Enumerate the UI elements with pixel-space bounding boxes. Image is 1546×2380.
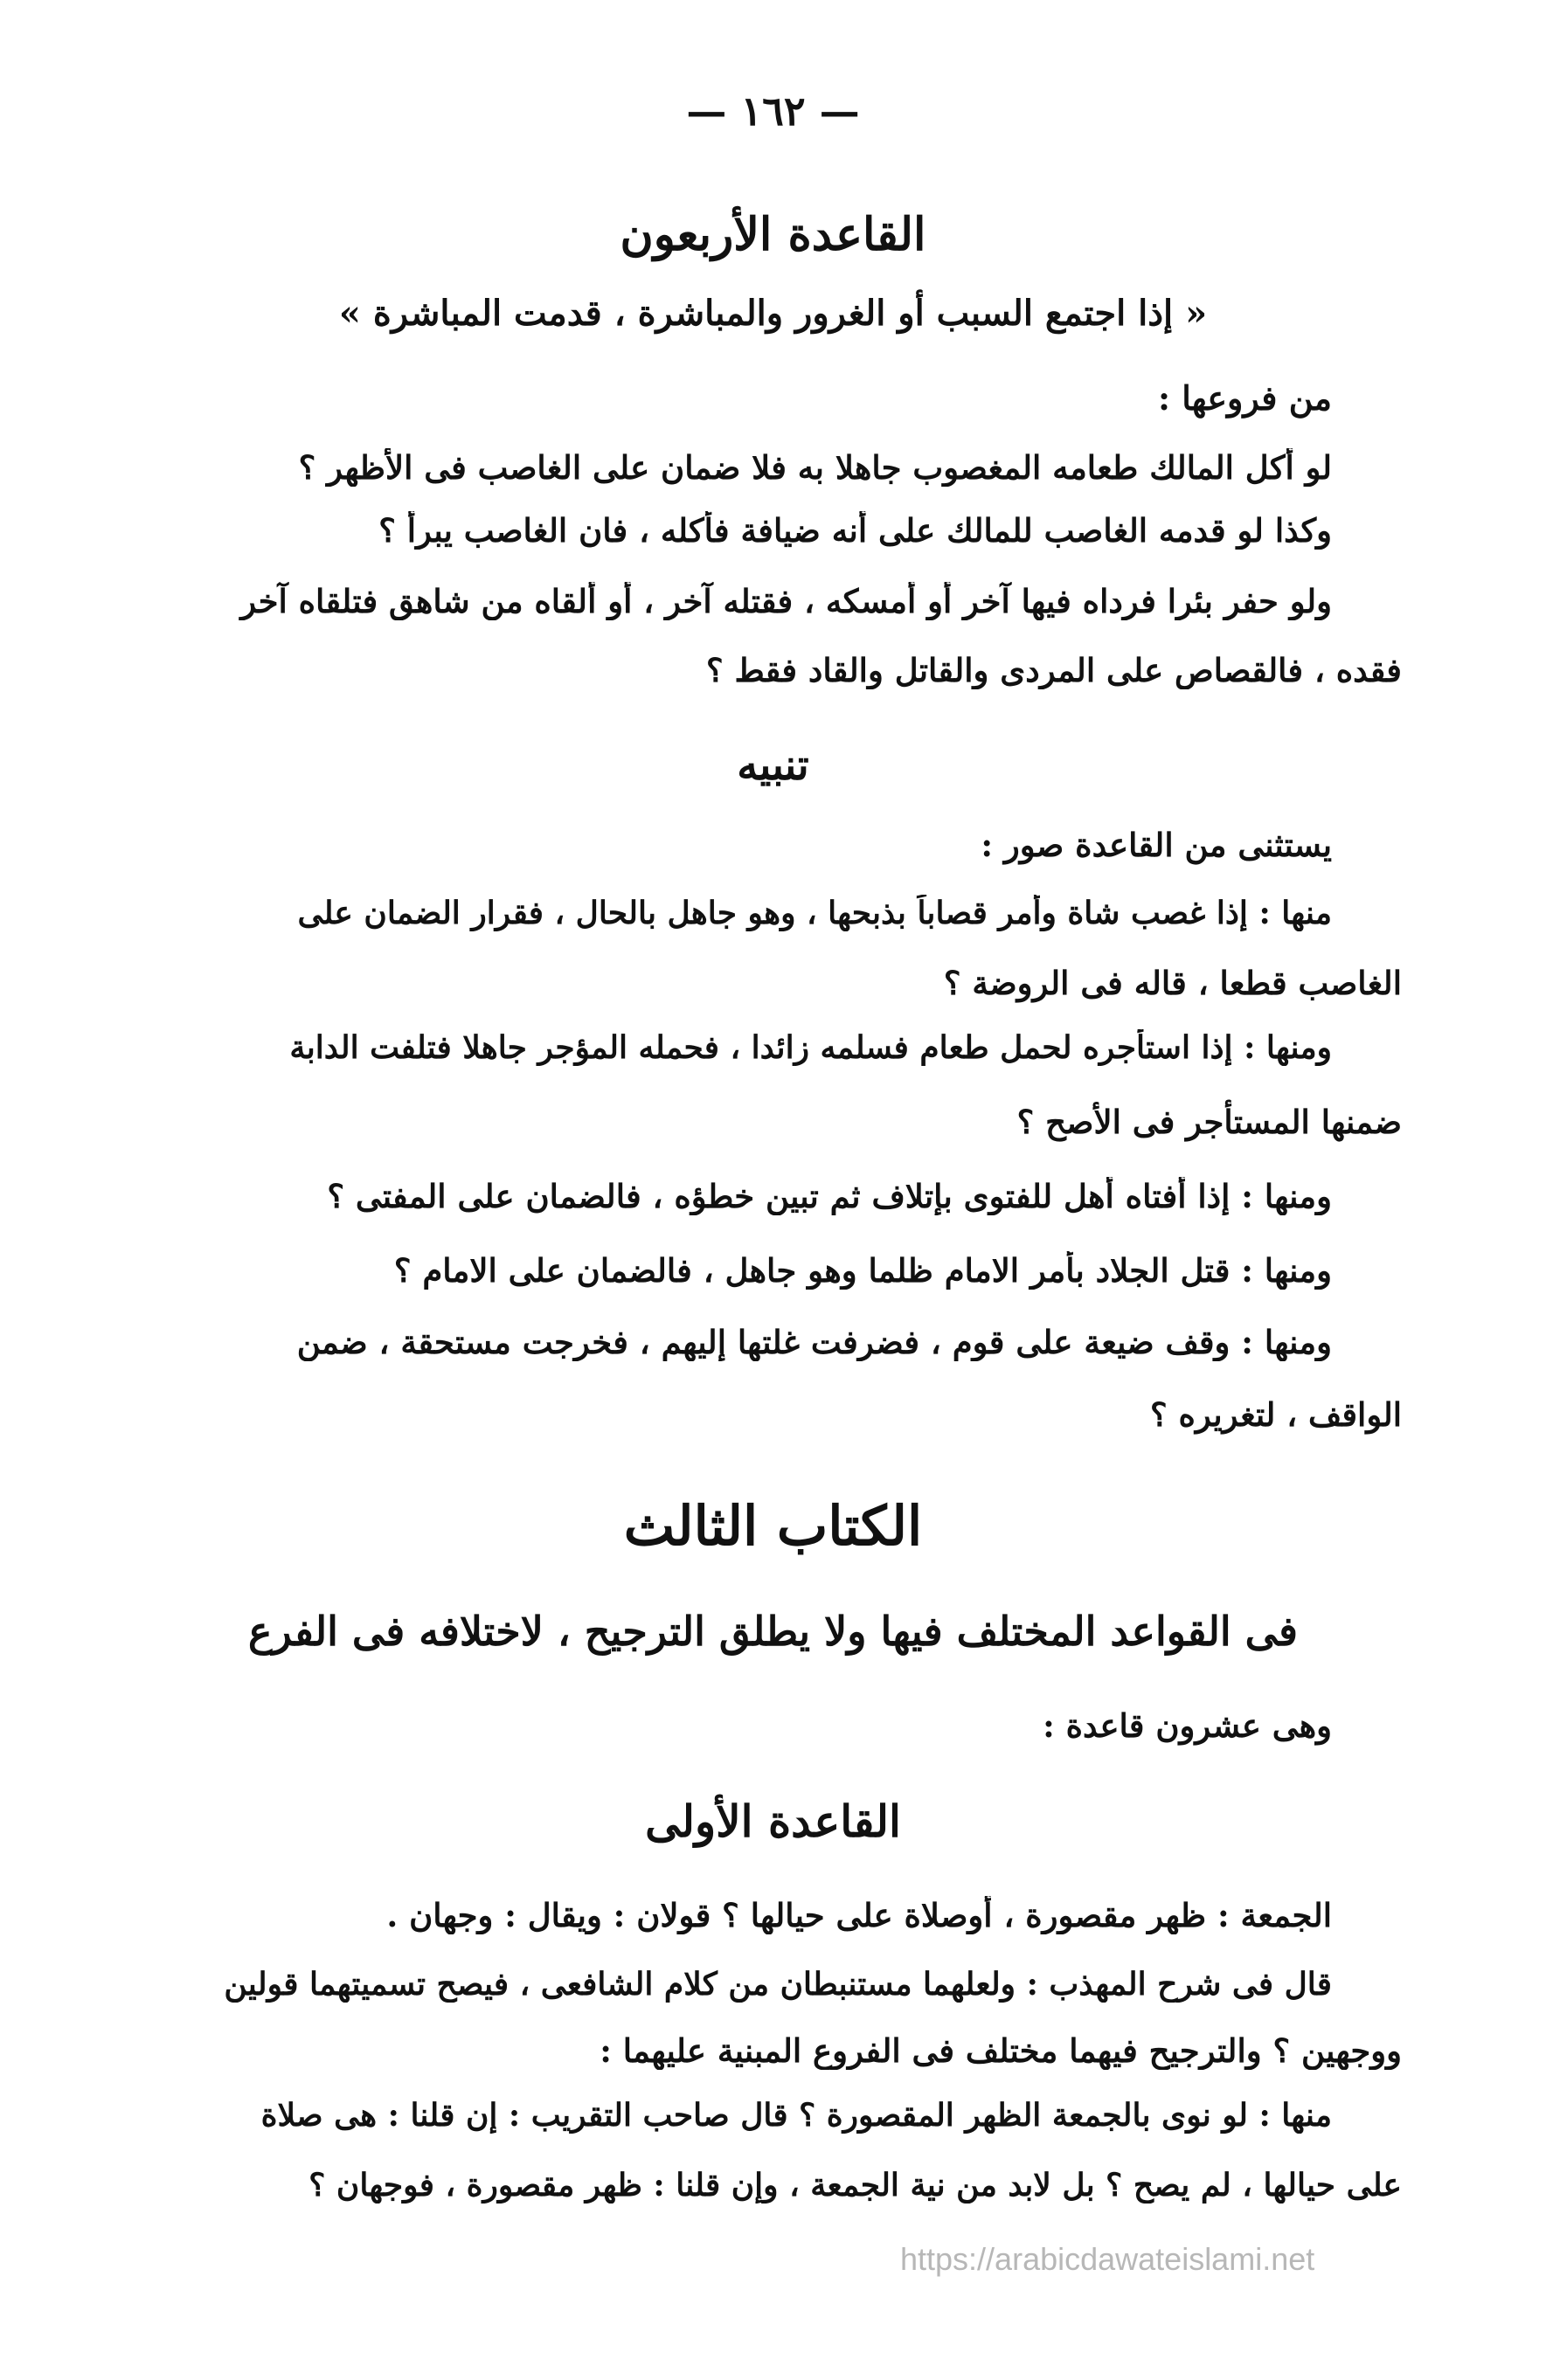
paragraph-line: الواقف ، لتغريره ؟ — [1150, 1395, 1402, 1434]
rule-40-statement: « إذا اجتمع السبب أو الغرور والمباشرة ، قدمت المباشرة » — [338, 293, 1208, 334]
paragraph-line: الجمعة : ظهر مقصورة ، أوصلاة على حيالها ؟ قولان : ويقال : وجهان . — [386, 1896, 1332, 1934]
paragraph-line: الغاصب قطعا ، قاله فى الروضة ؟ — [943, 964, 1402, 1002]
paragraph-line: على حيالها ، لم يصح ؟ بل لابد من نية الجمعة ، وإن قلنا : ظهر مقصورة ، فوجهان ؟ — [309, 2167, 1402, 2204]
paragraph-line: منها : لو نوى بالجمعة الظهر المقصورة ؟ قال صاحب التقريب : إن قلنا : هى صلاة — [260, 2097, 1332, 2134]
paragraph-line: ومنها : قتل الجلاد بأمر الامام ظلما وهو جاهل ، فالضمان على الامام ؟ — [393, 1251, 1332, 1290]
rule-40-title: القاعدة الأربعون — [620, 208, 926, 261]
paragraph-line: يستثنى من القاعدة صور : — [981, 826, 1332, 864]
book-3-rule-count: وهى عشرون قاعدة : — [1043, 1706, 1332, 1745]
rule-1-title: القاعدة الأولى — [645, 1795, 901, 1847]
paragraph-line: ومنها : وقف ضيعة على قوم ، فضرفت غلتها إليهم ، فخرجت مستحقة ، ضمن — [296, 1323, 1332, 1361]
paragraph-line: قال فى شرح المهذب : ولعلهما مستنبطان من كلام الشافعى ، فيصح تسميتهما قولين — [224, 1966, 1332, 2003]
paragraph-line: لو أكل المالك طعامه المغصوب جاهلا به فلا ضمان على الغاصب فى الأظهر ؟ — [298, 448, 1332, 487]
book-3-title: الكتاب الثالث — [623, 1494, 923, 1558]
paragraph-line: منها : إذا غصب شاة وأمر قصاباً بذبحها ، وهو جاهل بالحال ، فقرار الضمان على — [297, 895, 1332, 931]
paragraph-line: فقده ، فالقصاص على المردى والقاتل والقاد فقط ؟ — [706, 651, 1402, 689]
site-watermark: https://arabicdawateislami.net — [900, 2241, 1315, 2277]
notice-title: تنبيه — [737, 741, 809, 790]
paragraph-line: ووجهين ؟ والترجيح فيهما مختلف فى الفروع المبنية عليهما : — [600, 2031, 1402, 2070]
rule-40-intro: من فروعها : — [1157, 378, 1332, 418]
page-number: — ١٦٢ — — [686, 87, 860, 135]
book-3-subtitle: فى القواعد المختلف فيها ولا يطلق الترجيح ، لاختلافه فى الفرع — [248, 1608, 1298, 1655]
paragraph-line: ومنها : إذا أفتاه أهل للفتوى بإتلاف ثم تبين خطؤه ، فالضمان على المفتى ؟ — [327, 1177, 1332, 1215]
paragraph-line: ومنها : إذا استأجره لحمل طعام فسلمه زائدا ، فحمله المؤجر جاهلا فتلفت الدابة — [289, 1029, 1332, 1066]
paragraph-line: ولو حفر بئرا فرداه فيها آخر أو أمسكه ، فقتله آخر ، أو ألقاه من شاهق فتلقاه آخر — [240, 582, 1332, 620]
paragraph-line: وكذا لو قدمه الغاصب للمالك على أنه ضيافة فأكله ، فان الغاصب يبرأ ؟ — [378, 511, 1332, 550]
paragraph-line: ضمنها المستأجر فى الأصح ؟ — [1016, 1103, 1402, 1141]
